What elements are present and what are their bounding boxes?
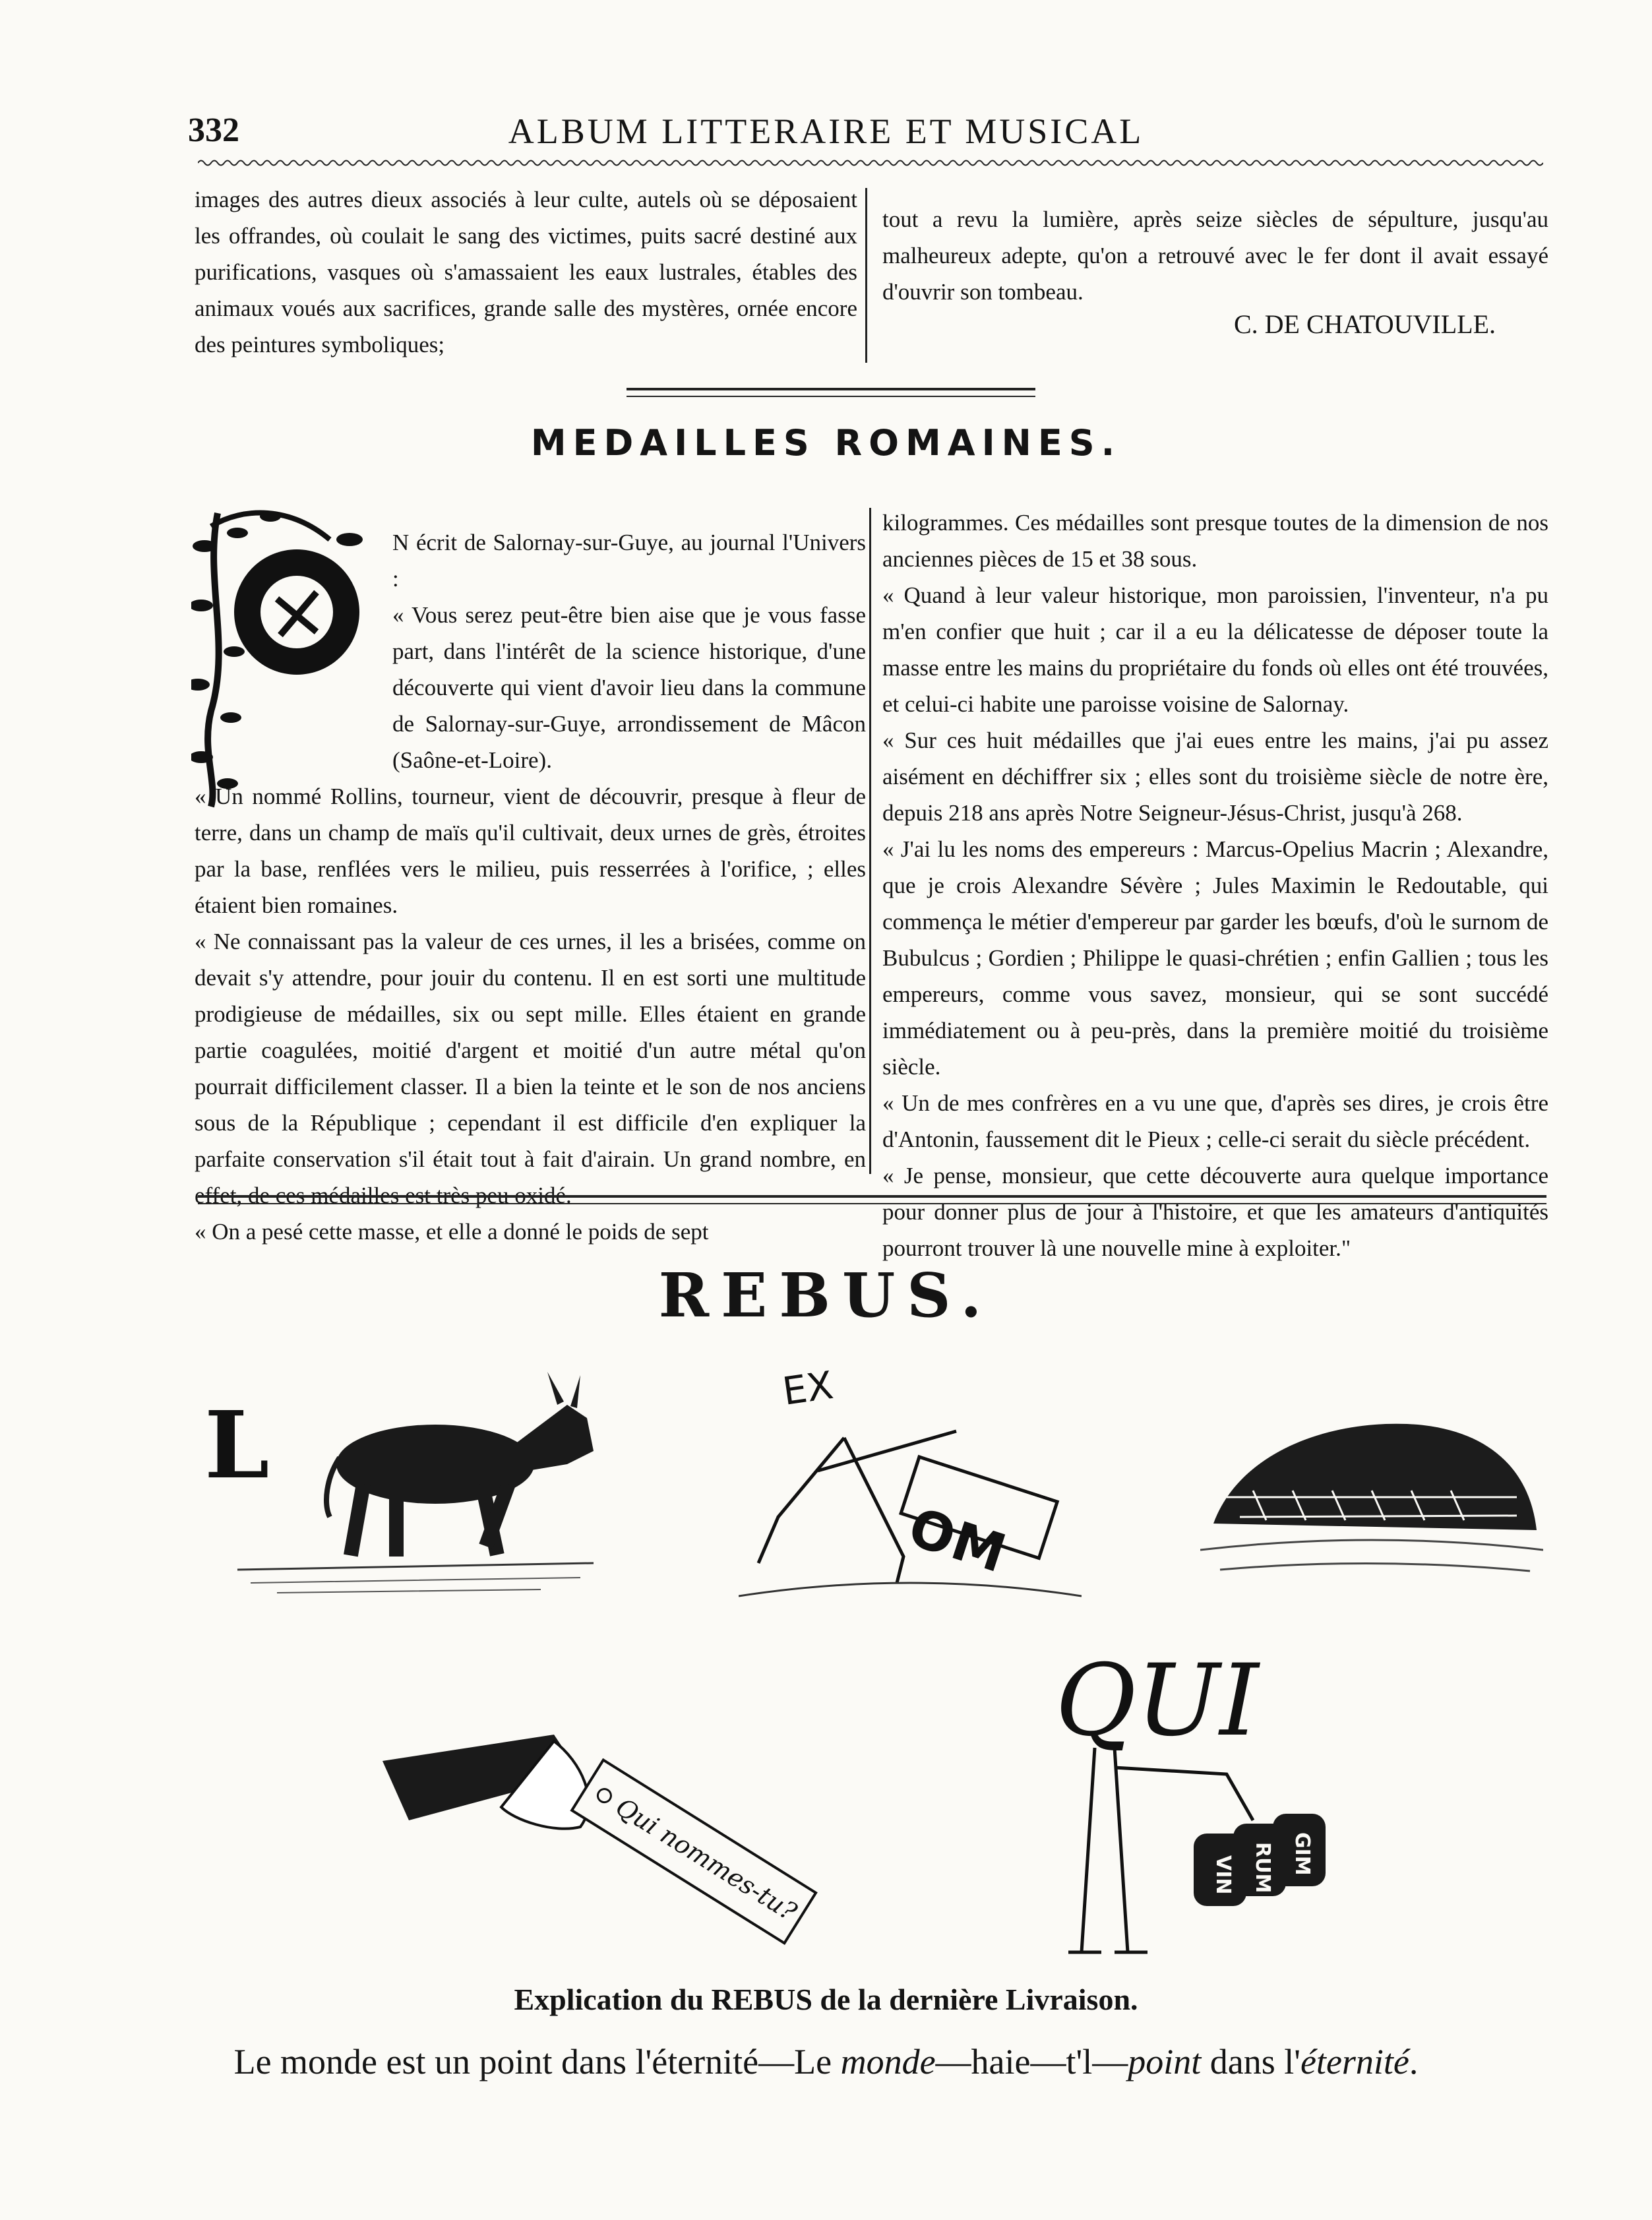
- explanation-word: .: [1409, 2042, 1419, 2081]
- paragraph: « J'ai lu les noms des empereurs : Marcus-Opelius Macrin ; Alexandre, que je crois Alexandre Sévère ; Jules Maximin le Redoutable, qui commença le métier d'empereur par garder les bœufs, d'où le surnom de Bubulcus ; Gordien ; Philippe le quasi-chrétien ; enfin Gallien ; tous les empereurs, comme vous savez, monsieur, qui se sont succédé immédiatement ou à peu-près, dans la première moitié du troisième siècle.: [882, 836, 1548, 1080]
- header-wavy-rule: [198, 158, 1543, 168]
- cart-and-tree-illustration: [739, 1345, 1082, 1622]
- continued-text-right: [882, 201, 1548, 310]
- explanation-word: point: [1128, 2042, 1202, 2081]
- page-number: 332: [188, 111, 239, 149]
- donkey-illustration: [198, 1365, 607, 1603]
- qui-figure-with-weights-illustration: [1016, 1636, 1372, 1979]
- section-rule: [198, 1195, 1546, 1204]
- rebus-weight-label: RUM: [1251, 1842, 1274, 1894]
- paragraph: N écrit de Salornay-sur-Guye, au journal l'Univers :: [392, 530, 866, 592]
- hedge-illustration: [1200, 1398, 1543, 1589]
- explanation-phrase: Le monde est un point dans l'éternité—Le: [233, 2042, 841, 2081]
- column-divider: [869, 508, 871, 1174]
- rebus-explanation-title: Explication du REBUS de la dernière Livraison.: [514, 1983, 1138, 2016]
- hand-with-tag-illustration: [382, 1721, 884, 1972]
- explanation-word: monde: [840, 2042, 936, 2081]
- rebus-tag-text: Qui nommes-tu?: [610, 1792, 802, 1927]
- paragraph: kilogrammes. Ces médailles sont presque toutes de la dimension de nos anciennes pièces de 15 et 38 sous.: [882, 510, 1548, 572]
- rebus-weight-label: GIM: [1291, 1832, 1314, 1876]
- explanation-word: éternité: [1300, 2042, 1409, 2081]
- paragraph: images des autres dieux associés à leur culte, autels où se déposaient les offrandes, où coulait le sang des victimes, puits sacré destiné aux purifications, vasques où s'amassaient les eaux lustrales, étables des animaux voués aux sacrifices, grande salle des mystères, ornée encore des peintures symboliques;: [195, 187, 857, 357]
- rebus-letter-L: L: [204, 1392, 270, 1500]
- rebus-explanation: [0, 2041, 1652, 2082]
- paragraph: « Un nommé Rollins, tourneur, vient de découvrir, presque à fleur de terre, dans un champ de maïs qu'il cultivait, deux urnes de grès, étroites par la base, renflées vers le milieu, puis resserrées à l'orifice, ; elles étaient bien romaines.: [195, 784, 866, 918]
- paragraph: « On a pesé cette masse, et elle a donné le poids de sept: [195, 1219, 709, 1245]
- continued-text-left: [195, 181, 857, 363]
- rebus-qui-text: QUI: [1055, 1644, 1259, 1758]
- paragraph: « Un de mes confrères en a vu une que, d'après ses dires, je crois être d'Antonin, faussement dit le Pieux ; celle-ci serait du siècle précédent.: [882, 1090, 1548, 1152]
- article-column-right: [882, 505, 1548, 1266]
- rebus-label-om: OM: [901, 1496, 1014, 1585]
- explanation-word: dans l': [1201, 2042, 1300, 2081]
- paragraph: « Quand à leur valeur historique, mon paroissien, l'inventeur, n'a pu m'en confier que huit ; car il a eu la délicatesse de déposer toute la masse entre les mains du propriétaire du fonds où elles ont été trouvées, et celui-ci habite une paroisse voisine de Salornay.: [882, 582, 1548, 717]
- author-signature: C. DE CHATOUVILLE.: [1233, 309, 1496, 339]
- paragraph: « Vous serez peut-être bien aise que je vous fasse part, dans l'intérêt de la science historique, d'une découverte qui vient d'avoir lieu dans la commune de Salornay-sur-Guye, arrondissement de Mâcon (Saône-et-Loire).: [392, 602, 866, 773]
- paragraph: « Sur ces huit médailles que j'ai eues entre les mains, j'ai pu assez aisément en déchiffrer six ; elles sont du troisième siècle de notre ère, depuis 218 ans après Notre Seigneur-Jésus-Christ, jusqu'à 268.: [882, 727, 1548, 826]
- explanation-word: —haie—t'l—: [935, 2042, 1128, 2081]
- title-rule: [627, 388, 1035, 397]
- article-column-left: [195, 524, 866, 1250]
- rebus-label-ex: EX: [780, 1362, 836, 1414]
- column-divider: [865, 188, 867, 363]
- rebus-weight-label: VIN: [1211, 1855, 1235, 1895]
- article-title: MEDAILLES ROMAINES.: [530, 422, 1122, 464]
- running-title: ALBUM LITTERAIRE ET MUSICAL: [508, 111, 1144, 151]
- paragraph: « Je pense, monsieur, que cette découverte aura quelque importance pour donner plus de jour à l'histoire, et que les amateurs d'antiquités pourront trouver là une nouvelle mine à exploiter.": [882, 1163, 1548, 1261]
- paragraph: tout a revu la lumière, après seize siècles de sépulture, jusqu'au malheureux adepte, qu'on a retrouvé avec le fer dont il avait essayé d'ouvrir son tombeau.: [882, 206, 1548, 305]
- paragraph: « Ne connaissant pas la valeur de ces urnes, il les a brisées, comme on devait s'y attendre, pour jouir du contenu. Il en est sorti une multitude prodigieuse de médailles, six ou sept mille. Elles étaient en grande partie coagulées, moitié d'argent et moitié d'un autre métal qu'on pourrait difficilement classer. Il a bien la teinte et le son de nos anciens sous de la République ; cependant il est difficile d'en expliquer la parfaite conservation s'il était tout à fait d'airain. Un grand nombre, en effet, de ces médailles est très peu oxidé.: [195, 929, 866, 1208]
- rebus-title: REBUS.: [658, 1260, 994, 1331]
